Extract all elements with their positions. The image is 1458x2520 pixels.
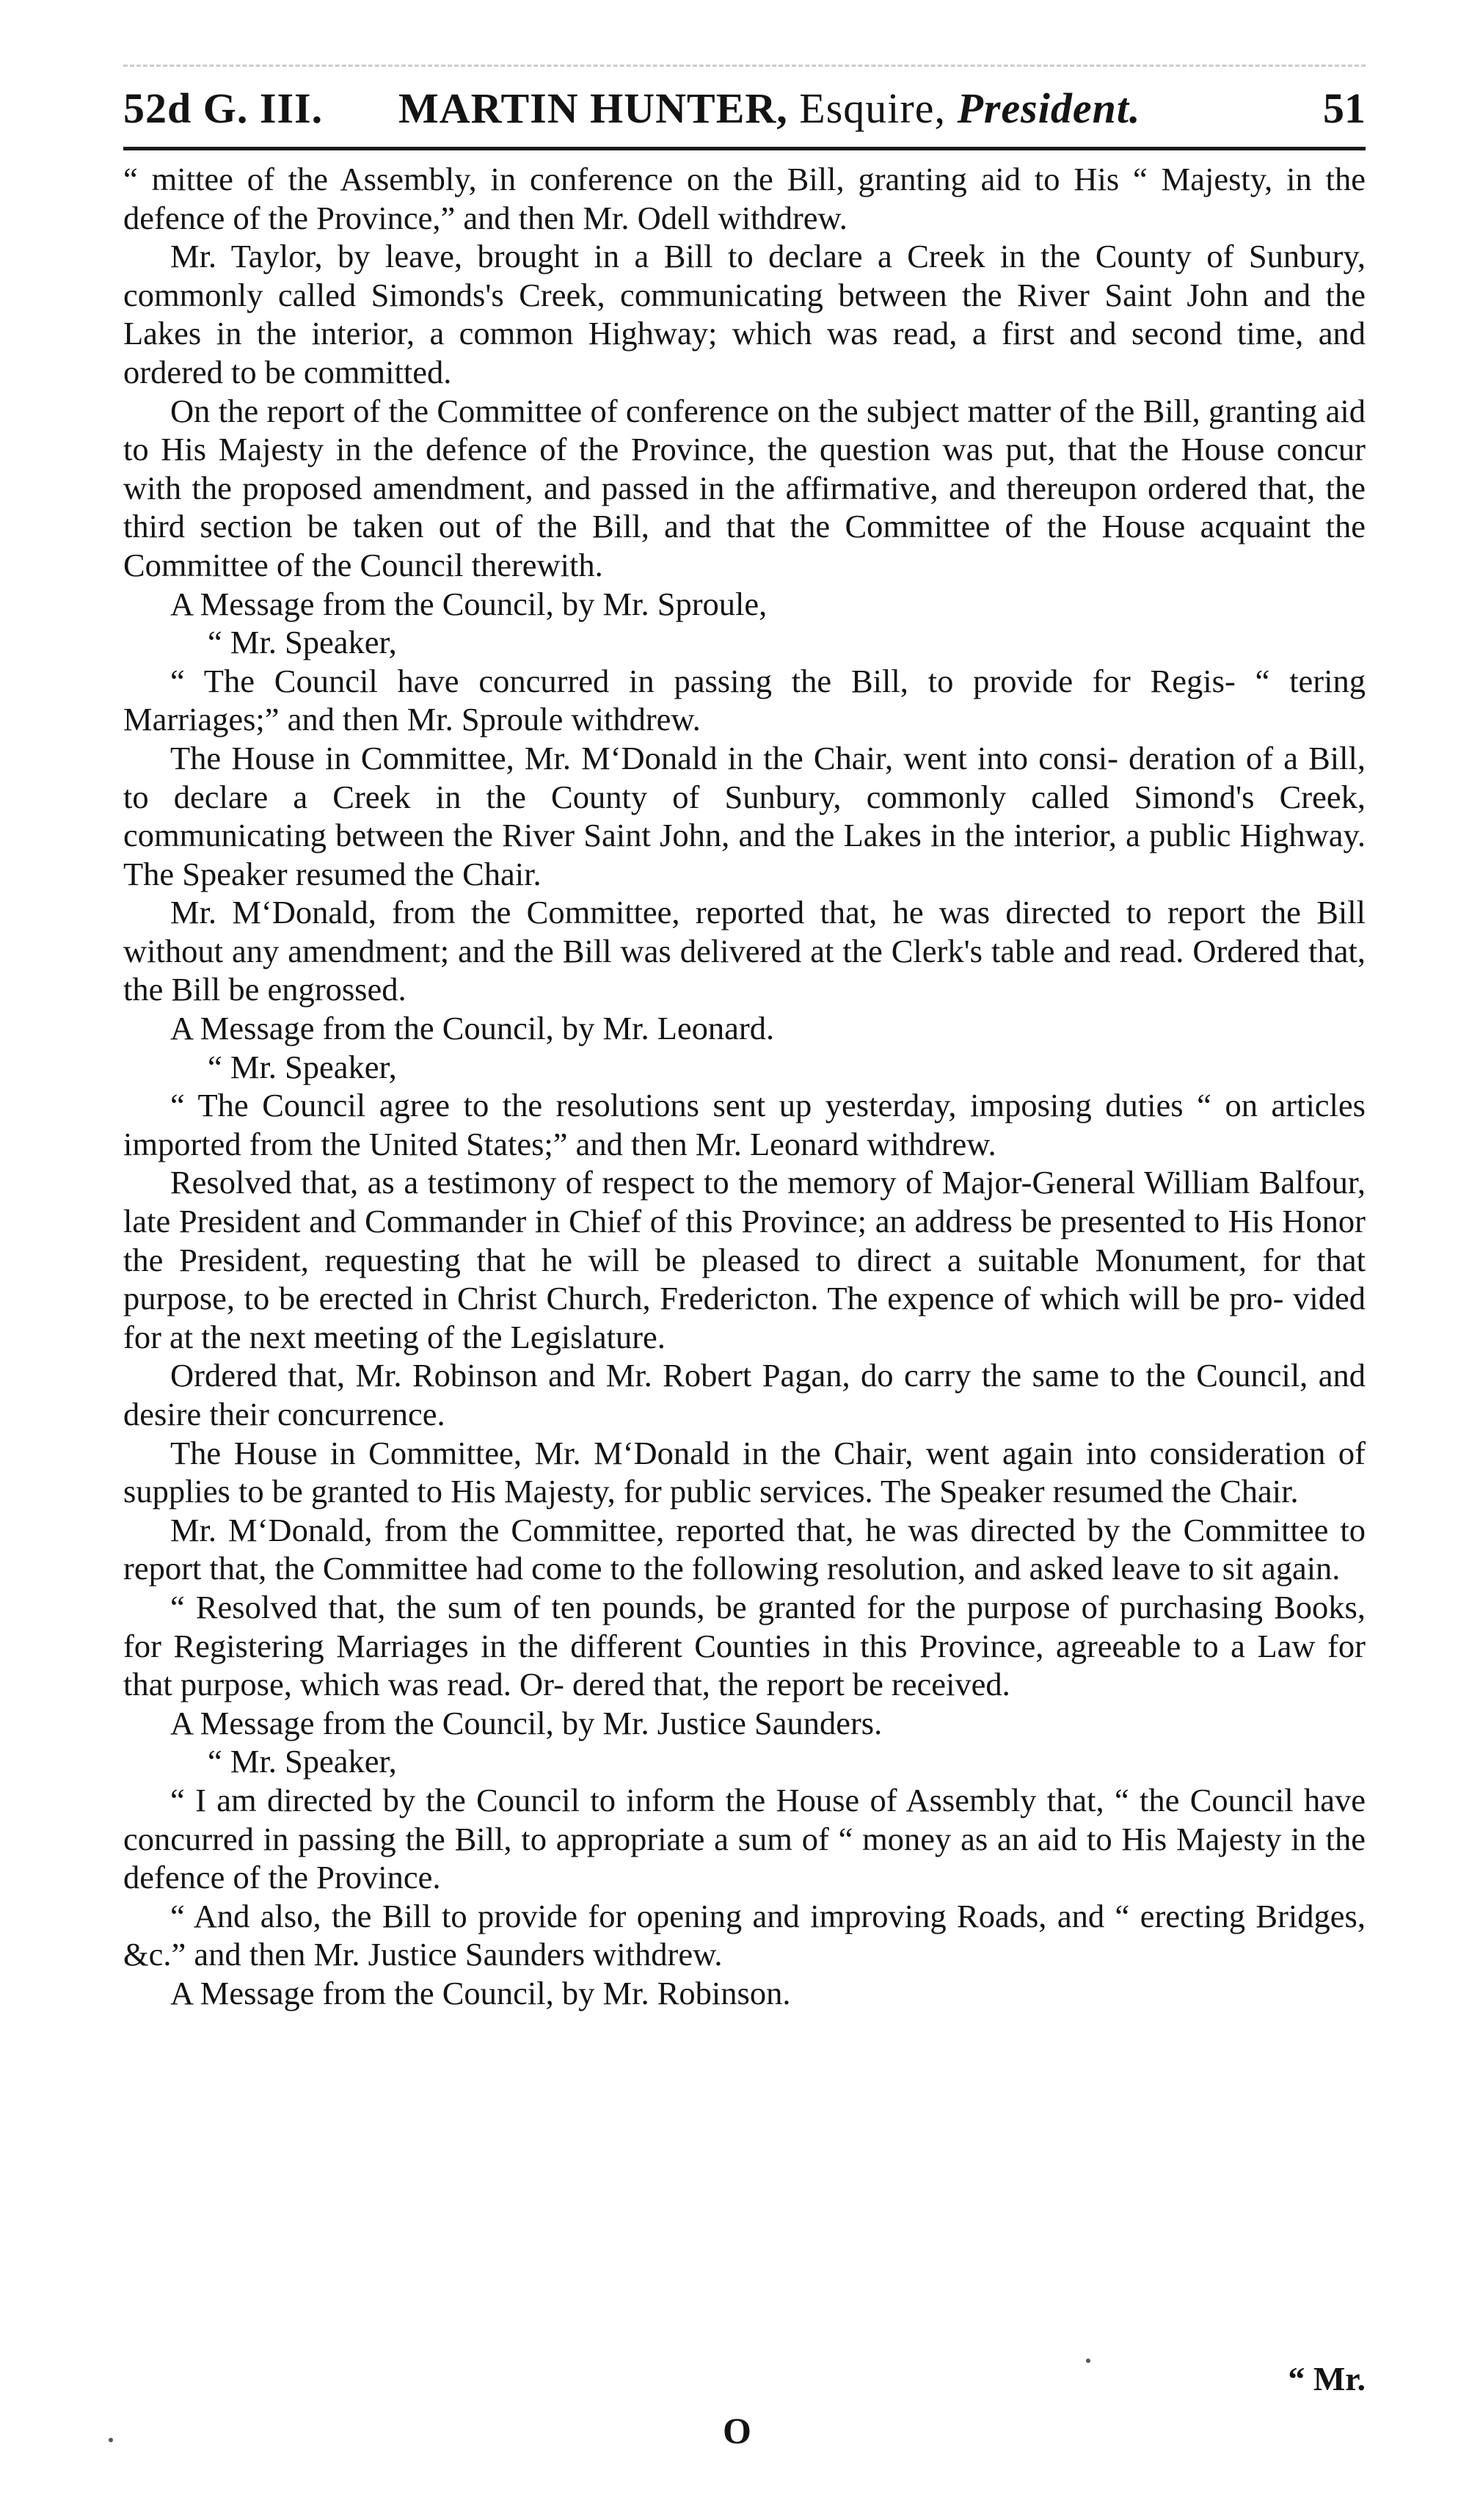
paragraph: On the report of the Committee of conference on the subject matter of the Bill, granting aid to His Majesty in the defence of the Province, the question was put, that the House concur with the proposed amendment, and passed in the affirmative, and thereupon ordered that, the third section be taken out of the Bill, and that the Committee of the House acquaint the Committee of the Council therewith. <box>123 392 1366 583</box>
running-title-president: President. <box>957 84 1141 132</box>
running-header <box>123 73 1366 139</box>
paragraph: “ The Council agree to the resolutions sent up yesterday, imposing duties “ on articles imported from the United States;” and then Mr. Leonard withdrew. <box>123 1087 1366 1162</box>
ink-speck <box>109 2438 113 2442</box>
journal-body <box>123 160 1366 2013</box>
paragraph: The House in Committee, Mr. M‘Donald in the Chair, went again into consideration of supplies to be granted to His Majesty, for public services. The Speaker resumed the Chair. <box>123 1434 1366 1510</box>
running-title <box>398 84 1140 133</box>
speaker-address: “ Mr. Speaker, <box>208 1743 397 1780</box>
paragraph: A Message from the Council, by Mr. Justice Saunders. <box>170 1704 883 1741</box>
paragraph: Ordered that, Mr. Robinson and Mr. Robert Pagan, do carry the same to the Council, and desire their concurrence. <box>123 1357 1366 1432</box>
running-title-name: MARTIN HUNTER, <box>398 84 788 132</box>
signature-mark: O <box>723 2410 751 2451</box>
speaker-address: “ Mr. Speaker, <box>208 624 397 661</box>
paragraph: “ mittee of the Assembly, in conference on the Bill, granting aid to His “ Majesty, in the defence of the Province,” and then Mr. Odell withdrew. <box>123 161 1366 236</box>
paragraph: “ The Council have concurred in passing the Bill, to provide for Regis- “ tering Marriages;” and then Mr. Sproule withdrew. <box>123 662 1366 738</box>
paragraph: “ And also, the Bill to provide for opening and improving Roads, and “ erecting Bridges, &c.” and then Mr. Justice Saunders withdrew. <box>123 1897 1366 1973</box>
speaker-address: “ Mr. Speaker, <box>208 1048 397 1085</box>
paragraph: A Message from the Council, by Mr. Leonard. <box>170 1010 775 1047</box>
regnal-year: 52d G. III. <box>123 84 324 132</box>
paragraph: “ I am directed by the Council to inform the House of Assembly that, “ the Council have concurred in passing the Bill, to appropriate a sum of “ money as an aid to His Majesty in the defence of the Province. <box>123 1781 1366 1896</box>
paragraph: A Message from the Council, by Mr. Sproule, <box>170 585 768 622</box>
top-edge-rule <box>123 65 1366 67</box>
paragraph: A Message from the Council, by Mr. Robinson. <box>170 1974 791 2011</box>
paragraph: Mr. Taylor, by leave, brought in a Bill to declare a Creek in the County of Sunbury, commonly called Simonds's Creek, communicating between the River Saint John and the Lakes in the interior, a common Highway; which was read, a first and second time, and ordered to be committed. <box>123 238 1366 390</box>
page-number: 51 <box>1323 84 1366 132</box>
ink-speck <box>1086 2359 1090 2363</box>
paragraph: The House in Committee, Mr. M‘Donald in the Chair, went into consi- deration of a Bill, to declare a Creek in the County of Sunbury, commonly called Simond's Creek, communicating between the River Saint John, and the Lakes in the interior, a public Highway. The Speaker resumed the Chair. <box>123 739 1366 892</box>
paragraph: Resolved that, as a testimony of respect to the memory of Major-General William Balfour, late President and Commander in Chief of this Province; an address be presented to His Honor the President, requesting that he will be pleased to direct a suitable Monument, for that purpose, to be erected in Christ Church, Fredericton. The expence of which will be pro- vided for at the next meeting of the Legislature. <box>123 1164 1366 1355</box>
catchword: “ Mr. <box>1288 2360 1366 2397</box>
paragraph: Mr. M‘Donald, from the Committee, reported that, he was directed by the Committee to report that, the Committee had come to the following resolution, and asked leave to sit again. <box>123 1511 1366 1587</box>
running-title-esquire: Esquire, <box>799 84 946 132</box>
paragraph: “ Resolved that, the sum of ten pounds, be granted for the purpose of purchasing Books, for Registering Marriages in the different Counties in this Province, agreeable to a Law for that purpose, which was read. Or- dered that, the report be received. <box>123 1588 1366 1703</box>
header-rule <box>123 147 1366 150</box>
paragraph: Mr. M‘Donald, from the Committee, reported that, he was directed to report the Bill without any amendment; and the Bill was delivered at the Clerk's table and read. Ordered that, the Bill be engrossed. <box>123 894 1366 1008</box>
